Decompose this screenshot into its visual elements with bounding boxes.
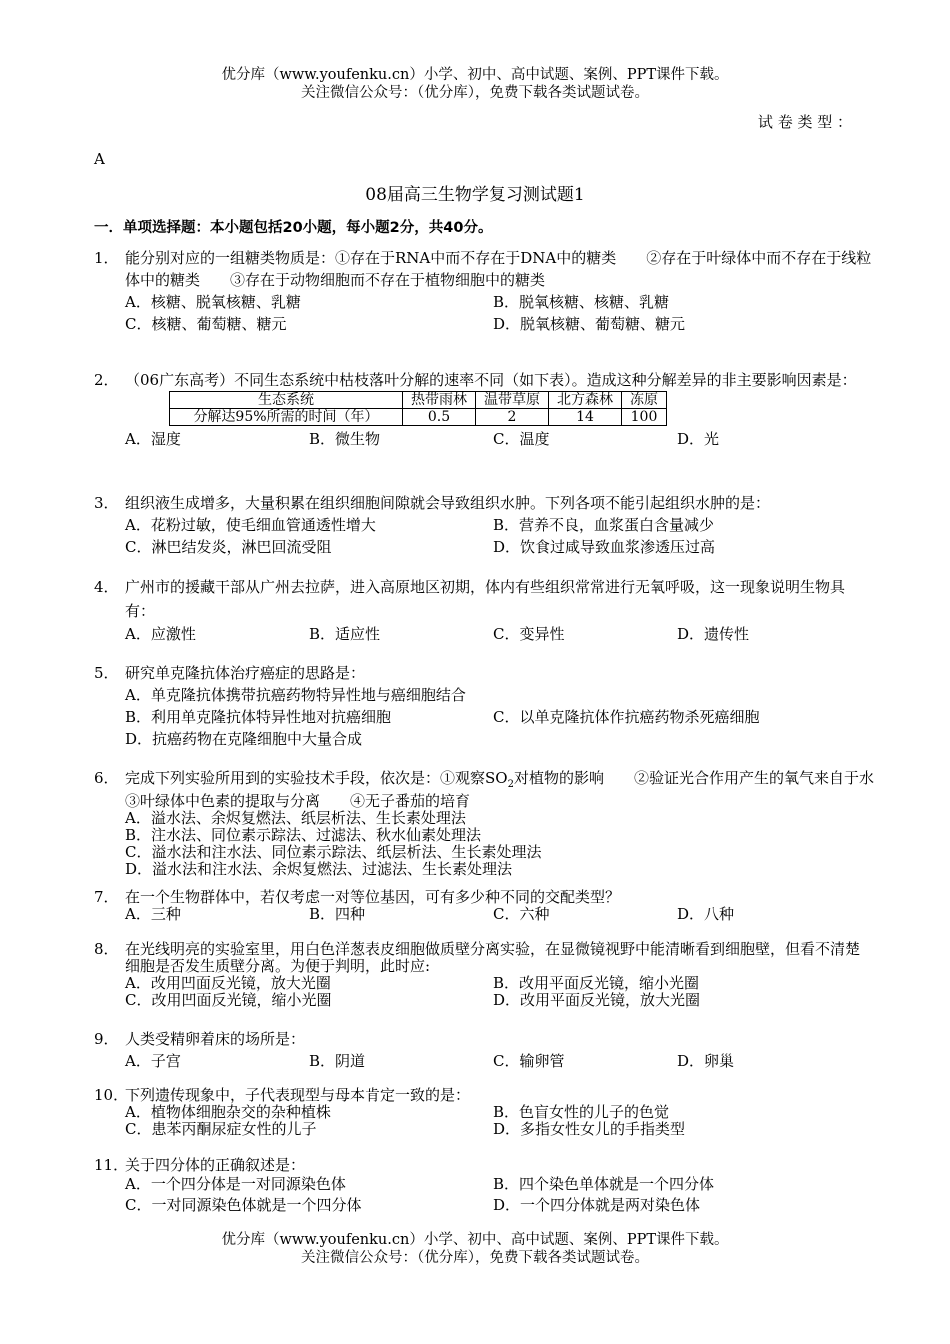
option-b: B．营养不良，血浆蛋白含量减少 (493, 516, 715, 534)
header-line-1: 优分库（www.youfenku.cn）小学、初中、高中试题、案例、PPT课件下载。 (221, 67, 729, 83)
option-c: C．变异性 (493, 625, 565, 643)
table-cell: 分解达95%所需的时间（年） (170, 409, 403, 426)
question-number: 8． (94, 940, 119, 958)
page-header (0, 66, 950, 102)
page-footer (0, 1231, 950, 1267)
paper-type-value: A (94, 150, 105, 168)
question-11 (94, 1157, 874, 1216)
option-d: D．抗癌药物在克隆细胞中大量合成 (125, 730, 363, 748)
option-a: A．一个四分体是一对同源染色体 (125, 1175, 346, 1193)
option-d: D．卵巢 (677, 1052, 735, 1070)
option-b: B．阴道 (309, 1052, 366, 1070)
question-number: 6． (94, 769, 119, 787)
option-a: A．应激性 (125, 625, 196, 643)
header-line-2: 关注微信公众号：（优分库），免费下载各类试题试卷。 (301, 85, 649, 101)
question-number: 5． (94, 664, 119, 682)
option-c: C．溢水法和注水法、同位素示踪法、纸层析法、生长素处理法 (125, 843, 542, 861)
question-10 (94, 1087, 874, 1138)
table-cell: 热带雨林 (403, 392, 476, 409)
option-c: C．温度 (493, 430, 550, 448)
option-c: C．一对同源染色体就是一个四分体 (125, 1196, 362, 1214)
option-b: B．微生物 (309, 430, 381, 448)
option-b: B．四种 (309, 905, 366, 923)
question-stem: 完成下列实验所用到的实验技术手段，依次是：①观察$SO_2$对植物的影响 ②验证光合作用产生的氧气来自于水 ③叶绿体中色素的提取与分离 ④无子番茄的培育 (125, 769, 904, 810)
option-d: D．八种 (677, 905, 735, 923)
question-stem: 关于四分体的正确叙述是： (125, 1156, 306, 1174)
question-number: 11． (94, 1156, 129, 1174)
option-b: B．色盲女性的儿子的色觉 (493, 1103, 670, 1121)
table-cell: 温带草原 (476, 392, 549, 409)
footer-line-1: 优分库（www.youfenku.cn）小学、初中、高中试题、案例、PPT课件下载。 (221, 1232, 729, 1248)
option-a: A．单克隆抗体携带抗癌药物特异性地与癌细胞结合 (125, 686, 466, 704)
decomposition-table (169, 391, 667, 426)
question-9 (94, 1028, 874, 1072)
question-7 (94, 889, 874, 923)
option-d: D．溢水法和注水法、余烬复燃法、过滤法、生长素处理法 (125, 860, 513, 878)
question-5 (94, 662, 874, 750)
table-cell: 100 (622, 409, 667, 426)
question-number: 2． (94, 371, 119, 389)
option-c: C．患苯丙酮尿症女性的儿子 (125, 1120, 317, 1138)
option-a: A．湿度 (125, 430, 181, 448)
question-number: 10． (94, 1086, 129, 1104)
question-number: 9． (94, 1030, 119, 1048)
question-number: 3． (94, 494, 119, 512)
table-cell: 北方森林 (549, 392, 622, 409)
question-1 (94, 247, 874, 335)
option-a: A．子宫 (125, 1052, 181, 1070)
question-stem: 下列遗传现象中，子代表现型与母本肯定一致的是： (125, 1086, 471, 1104)
option-c: C．改用凹面反光镜，缩小光圈 (125, 991, 332, 1009)
option-b: B．改用平面反光镜，缩小光圈 (493, 974, 700, 992)
footer-line-2: 关注微信公众号：（优分库），免费下载各类试题试卷。 (301, 1250, 649, 1266)
table-cell: 冻原 (622, 392, 667, 409)
question-stem: （06广东高考）不同生态系统中枯枝落叶分解的速率不同（如下表）。造成这种分解差异的非主要影响因素是： (125, 371, 857, 389)
option-a: A．三种 (125, 905, 181, 923)
question-4 (94, 575, 874, 645)
option-b: B．利用单克隆抗体特异性地对抗癌细胞 (125, 708, 392, 726)
option-b: B．适应性 (309, 625, 381, 643)
table-row (170, 392, 667, 409)
question-stem: 能分别对应的一组糖类物质是：①存在于RNA中而不存在于DNA中的糖类 ②存在于叶绿体中而不存在于线粒体中的糖类 ③存在于动物细胞而不存在于植物细胞中的糖类 (125, 249, 872, 289)
question-stem: 人类受精卵着床的场所是： (125, 1030, 306, 1048)
option-c: C．核糖、葡萄糖、糖元 (125, 315, 287, 333)
option-d: D．改用平面反光镜，放大光圈 (493, 991, 701, 1009)
paper-type-label: 试 卷 类 型 ： (757, 113, 852, 131)
question-stem: 组织液生成增多，大量积累在组织细胞间隙就会导致组织水肿。下列各项不能引起组织水肿的是： (125, 494, 771, 512)
table-cell: 0.5 (403, 409, 476, 426)
page-title: 08届高三生物学复习测试题1 (365, 185, 585, 205)
table-cell: 14 (549, 409, 622, 426)
option-a: A．植物体细胞杂交的杂种植株 (125, 1103, 331, 1121)
option-c: C．以单克隆抗体作抗癌药物杀死癌细胞 (493, 708, 760, 726)
option-d: D．遗传性 (677, 625, 750, 643)
option-b: B．四个染色单体就是一个四分体 (493, 1175, 715, 1193)
question-stem: 在一个生物群体中，若仅考虑一对等位基因，可有多少种不同的交配类型？ (125, 888, 621, 906)
option-d: D．一个四分体就是两对染色体 (493, 1196, 701, 1214)
option-d: D．饮食过咸导致血浆渗透压过高 (493, 538, 716, 556)
question-number: 4． (94, 578, 119, 596)
option-b: B．脱氧核糖、核糖、乳糖 (493, 293, 670, 311)
question-stem: 广州市的援藏干部从广州去拉萨，进入高原地区初期，体内有些组织常常进行无氧呼吸，这一现象说明生物具有： (125, 578, 846, 620)
option-c: C．输卵管 (493, 1052, 565, 1070)
option-c: C．六种 (493, 905, 550, 923)
option-a: A．溢水法、余烬复燃法、纸层析法、生长素处理法 (125, 809, 466, 827)
option-a: A．花粉过敏，使毛细血管通透性增大 (125, 516, 376, 534)
option-a: A．改用凹面反光镜，放大光圈 (125, 974, 331, 992)
table-cell: 生态系统 (170, 392, 403, 409)
section-heading: 一．单项选择题：本小题包括20小题，每小题2分，共40分。 (94, 220, 493, 236)
question-8 (94, 941, 874, 1009)
option-c: C．淋巴结发炎，淋巴回流受阻 (125, 538, 332, 556)
question-number: 1． (94, 249, 119, 267)
option-d: D．光 (677, 430, 720, 448)
table-row (170, 409, 667, 426)
option-d: D．脱氧核糖、葡萄糖、糖元 (493, 315, 686, 333)
question-stem: 研究单克隆抗体治疗癌症的思路是： (125, 664, 366, 682)
question-number: 7． (94, 888, 119, 906)
question-2 (94, 371, 874, 450)
option-b: B．注水法、同位素示踪法、过滤法、秋水仙素处理法 (125, 826, 482, 844)
question-6 (94, 769, 904, 878)
option-d: D．多指女性女儿的手指类型 (493, 1120, 686, 1138)
table-cell: 2 (476, 409, 549, 426)
question-3 (94, 492, 874, 558)
question-stem: 在光线明亮的实验室里，用白色洋葱表皮细胞做质壁分离实验，在显微镜视野中能清晰看到细胞壁，但看不清楚细胞是否发生质壁分离。为便于判明，此时应: (125, 940, 861, 975)
option-a: A．核糖、脱氧核糖、乳糖 (125, 293, 301, 311)
